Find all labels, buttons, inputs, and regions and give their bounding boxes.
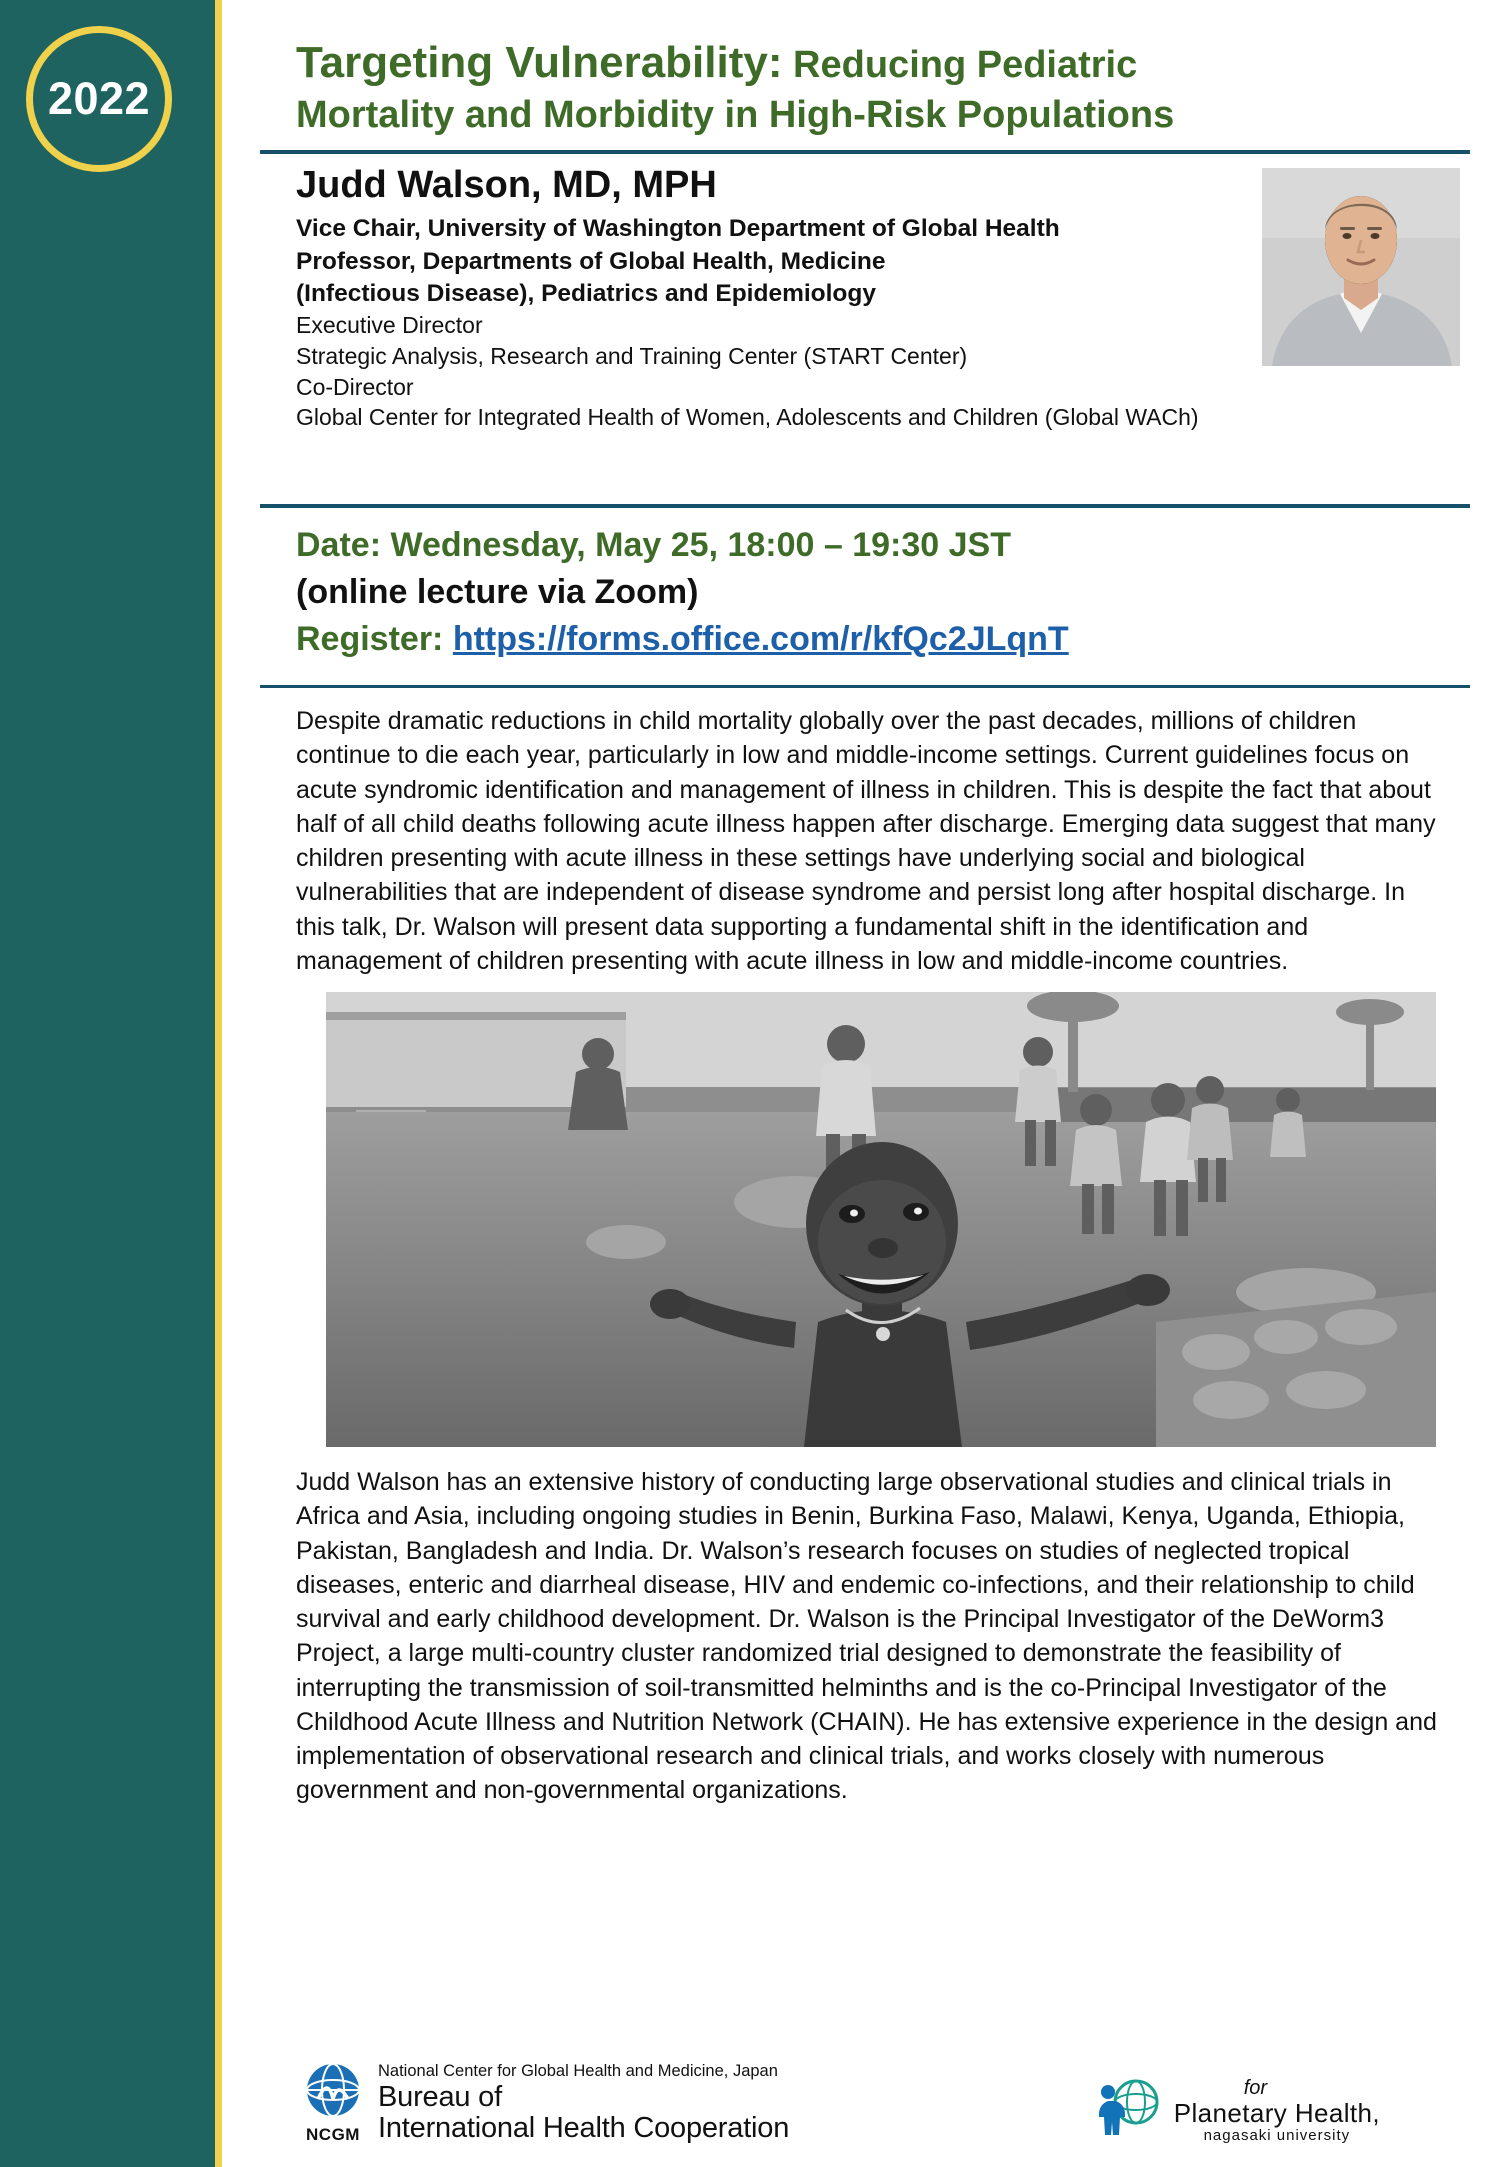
ncgm-org-line: National Center for Global Health and Medicine, Japan — [378, 2061, 778, 2080]
speaker-role-5: Strategic Analysis, Research and Training Center (START Center) — [296, 343, 968, 370]
speaker-role-6: Co-Director — [296, 373, 414, 400]
bio-text: Judd Walson has an extensive history of conducting large observational studies and clinical trials in Africa and Asia, including ongoing studies in Benin, Burkina Faso, Malawi, Kenya, Uganda, Ethiopia, Pakistan, Bangladesh and India. Dr. Walson’s research focuses on studies of neglected tropical diseases, enteric and diarrheal disease, HIV and endemic co-infections, and their relationship to child survival and early childhood development. Dr. Walson is the Principal Investigator of the DeWorm3 Project, a large multi-country cluster randomized trial designed to demonstrate the feasibility of interrupting the transmission of soil-transmitted helminths and is the co-Principal Investigator of the Childhood Acute Illness and Nutrition Network (CHAIN). He has extensive experience in the design and implementation of observational research and clinical trials, and works closely with numerous government and non-governmental organizations. — [296, 1468, 1437, 1805]
speaker-block — [260, 154, 1470, 492]
footer — [260, 2061, 1470, 2145]
event-date: Date: Wednesday, May 25, 18:00 – 19:30 JST — [296, 526, 1011, 565]
ncgm-bureau-line1: Bureau of — [378, 2081, 502, 2114]
year-badge — [26, 26, 172, 172]
speaker-name: Judd Walson, MD, MPH — [296, 164, 717, 207]
page-title-line1 — [296, 36, 1462, 90]
planetary-health-logo-block — [1092, 2076, 1470, 2145]
ncgm-abbr: NCGM — [306, 2125, 360, 2144]
sidebar-gold-divider — [215, 0, 222, 2167]
speaker-role-3: (Infectious Disease), Pediatrics and Epidemiology — [296, 280, 876, 308]
feature-photo — [326, 992, 1436, 1447]
sidebar — [0, 0, 222, 2167]
ncgm-globe-icon — [302, 2061, 364, 2145]
title-rest: Reducing Pediatric — [782, 44, 1138, 86]
speaker-headshot — [1262, 168, 1460, 366]
main-content — [222, 0, 1500, 2167]
planetary-globe-icon — [1092, 2076, 1164, 2145]
title-lead: Targeting Vulnerability: — [296, 38, 783, 87]
speaker-role-2: Professor, Departments of Global Health, Medicine — [296, 247, 886, 275]
abstract-text: Despite dramatic reductions in child mortality globally over the past decades, millions of children continue to die each year, particularly in low and middle-income settings. Current guidelines focus on acute syndromic identification and management of illness in children. This is despite the fact that about half of all child deaths following acute illness happen after discharge. Emerging data suggest that many children presenting with acute illness in these settings have underlying social and biological vulnerabilities that are independent of disease syndrome and persist long after hospital discharge. In this talk, Dr. Walson will present data supporting a fundamental shift in the identification and management of children presenting with acute illness in low and middle-income countries. — [296, 707, 1436, 975]
speaker-role-7: Global Center for Integrated Health of Women, Adolescents and Children (Global WACh) — [296, 404, 1199, 431]
title-line2-text: Mortality and Morbidity in High-Risk Populations — [296, 93, 1175, 136]
planetary-for-word: for — [1243, 2076, 1268, 2099]
planetary-main-word: Planetary Health, — [1173, 2097, 1380, 2128]
register-row — [296, 616, 1470, 663]
ncgm-logo-block — [260, 2061, 789, 2145]
register-label: Register: — [296, 620, 453, 659]
ncgm-bureau-line2: International Health Cooperation — [378, 2111, 790, 2144]
planetary-sub-word: nagasaki university — [1203, 2126, 1351, 2144]
event-block — [260, 508, 1470, 673]
speaker-role-1: Vice Chair, University of Washington Department of Global Health — [296, 215, 1060, 243]
page-title-line2 — [296, 90, 1462, 139]
speaker-role-4: Executive Director — [296, 312, 483, 339]
year-label: 2022 — [47, 73, 151, 124]
event-format: (online lecture via Zoom) — [296, 573, 699, 612]
ncgm-text-block — [378, 2063, 789, 2143]
planetary-text-block — [1174, 2077, 1380, 2144]
title-block — [260, 0, 1470, 138]
register-link[interactable]: https://forms.office.com/r/kfQc2JLqnT — [452, 620, 1069, 659]
